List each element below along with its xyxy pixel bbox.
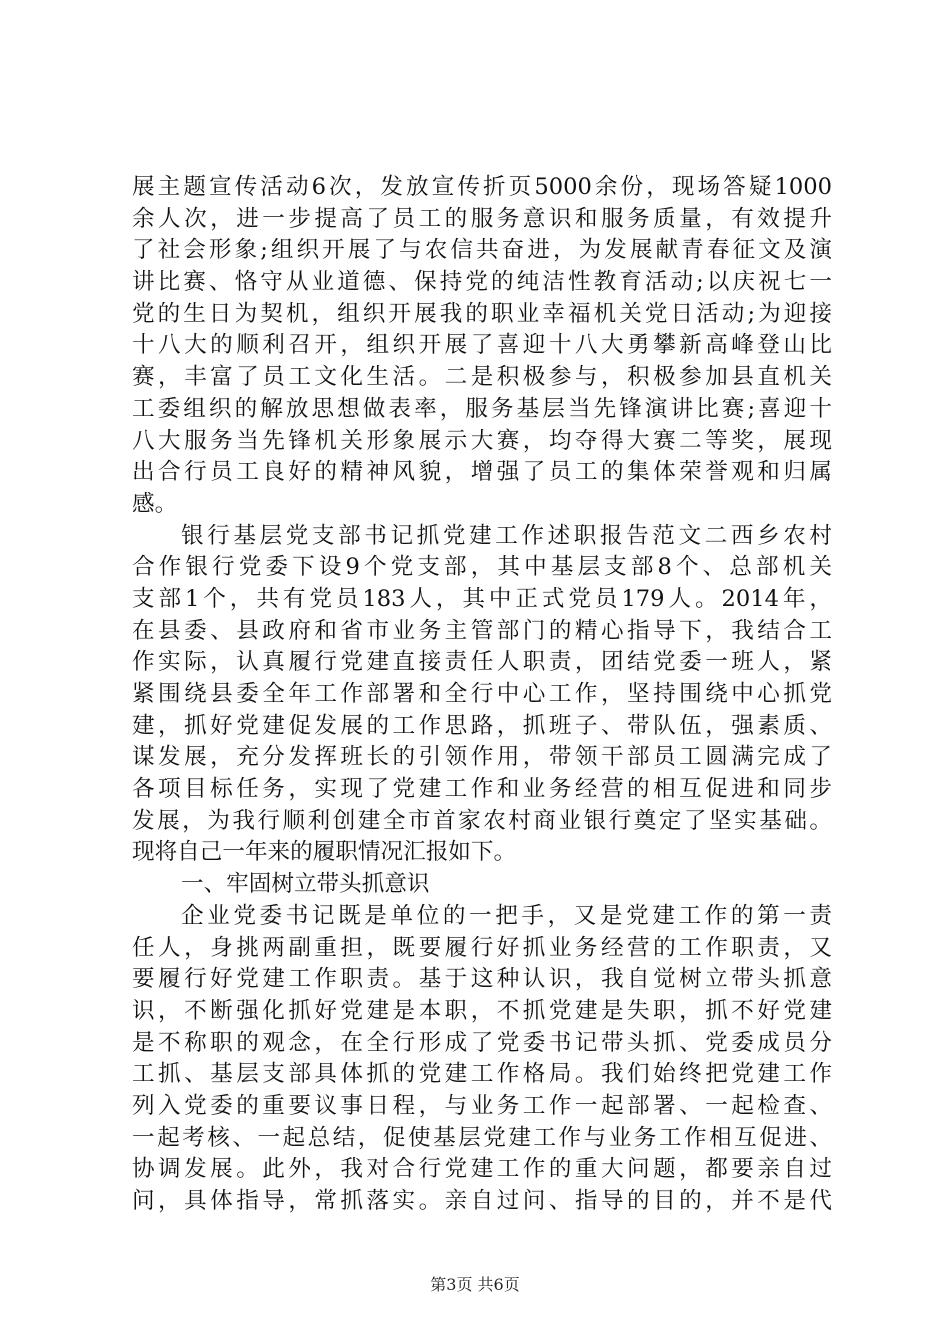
text-line: 余人次，进一步提高了员工的服务意识和服务质量，有效提升	[132, 205, 832, 232]
text-line: 展主题宣传活动6次，发放宣传折页5000余份，现场答疑1000	[132, 174, 832, 200]
page-number-label: 第3页 共6页	[430, 1275, 520, 1294]
text-line: 建，抓好党建促发展的工作思路，抓班子、带队伍，强素质、	[132, 712, 832, 739]
paragraph-3	[132, 901, 832, 1218]
text-line: 协调发展。此外，我对合行党建工作的重大问题，都要亲自过	[132, 1156, 832, 1183]
page-footer	[0, 1275, 950, 1295]
body-text	[132, 172, 832, 1218]
text-line: 现将自己一年来的履职情况汇报如下。	[132, 839, 517, 866]
text-line: 一起考核、一起总结，促使基层党建工作与业务工作相互促进、	[132, 1124, 832, 1151]
text-line: 各项目标任务，实现了党建工作和业务经营的相互促进和同步	[132, 776, 832, 803]
text-line: 问，具体指导，常抓落实。亲自过问、指导的目的，并不是代	[132, 1188, 832, 1214]
text-line: 企业党委书记既是单位的一把手，又是党建工作的第一责	[181, 902, 832, 929]
text-line: 感。	[132, 490, 178, 517]
text-line: 识，不断强化抓好党建是本职，不抓党建是失职，抓不好党建	[132, 997, 832, 1024]
section-heading-text: 一、牢固树立带头抓意识	[181, 871, 430, 898]
text-line: 列入党委的重要议事日程，与业务工作一起部署、一起检查、	[132, 1092, 832, 1119]
text-line: 八大服务当先锋机关形象展示大赛，均夺得大赛二等奖，展现	[132, 427, 832, 454]
text-line: 任人，身挑两副重担，既要履行好抓业务经营的工作职责，又	[132, 934, 832, 961]
text-line: 工抓、基层支部具体抓的党建工作格局。我们始终把党建工作	[132, 1061, 832, 1088]
text-line: 支部1个，共有党员183人，其中正式党员179人。2014年，	[132, 585, 832, 612]
text-line: 紧围绕县委全年工作部署和全行中心工作，坚持围绕中心抓党	[132, 681, 832, 707]
text-line: 出合行员工良好的精神风貌，增强了员工的集体荣誉观和归属	[132, 459, 832, 486]
text-line: 是不称职的观念，在全行形成了党委书记带头抓、党委成员分	[132, 1029, 832, 1056]
text-line: 党的生日为契机，组织开展我的职业幸福机关党日活动;为迎接	[132, 300, 832, 327]
text-line: 合作银行党委下设9个党支部，其中基层支部8个、总部机关	[132, 554, 832, 581]
text-line: 在县委、县政府和省市业务主管部门的精心指导下，我结合工	[132, 617, 832, 644]
text-line: 要履行好党建工作职责。基于这种认识，我自觉树立带头抓意	[132, 966, 832, 993]
text-line: 了社会形象;组织开展了与农信共奋进，为发展献青春征文及演	[132, 237, 832, 264]
text-line: 谋发展，充分发挥班长的引领作用，带领干部员工圆满完成了	[132, 744, 832, 771]
paragraph-2	[132, 521, 832, 870]
text-line: 发展，为我行顺利创建全市首家农村商业银行奠定了坚实基础。	[132, 807, 832, 834]
text-line: 银行基层党支部书记抓党建工作述职报告范文二西乡农村	[181, 522, 832, 549]
text-line: 十八大的顺利召开，组织开展了喜迎十八大勇攀新高峰登山比	[132, 332, 832, 359]
text-line: 工委组织的解放思想做表率，服务基层当先锋演讲比赛;喜迎十	[132, 395, 832, 422]
text-line: 赛，丰富了员工文化生活。二是积极参与，积极参加县直机关	[132, 364, 832, 391]
paragraph-1	[132, 172, 832, 521]
text-line: 作实际，认真履行党建直接责任人职责，团结党委一班人，紧	[132, 649, 832, 676]
text-line: 讲比赛、恪守从业道德、保持党的纯洁性教育活动;以庆祝七一	[132, 269, 832, 296]
section-heading	[132, 869, 832, 901]
